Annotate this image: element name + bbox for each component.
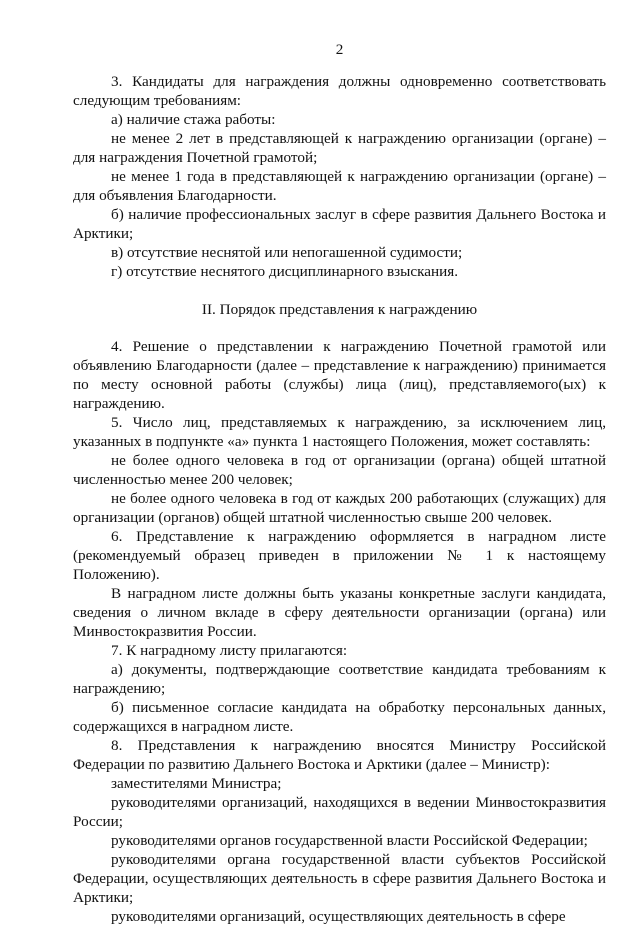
paragraph: б) наличие профессиональных заслуг в сфере развития Дальнего Востока и Арктики;: [73, 206, 606, 242]
paragraph: руководителями организаций, осуществляющих деятельность в сфере: [111, 908, 566, 925]
paragraph: а) документы, подтверждающие соответствие кандидата требованиям к награждению;: [73, 661, 606, 697]
paragraph: 4. Решение о представлении к награждению Почетной грамотой или объявлению Благодарности (далее – представление к награждению) принимается по месту основной работы (службы) лица (лиц), представляемого(ых) к награждению.: [73, 338, 606, 412]
section-procedure: [73, 337, 606, 926]
document-page: [73, 40, 606, 926]
paragraph: не менее 1 года в представляющей к награждению организации (органе) – для объявления Благодарности.: [73, 168, 606, 204]
paragraph: г) отсутствие неснятого дисциплинарного взыскания.: [111, 263, 458, 280]
section-heading: II. Порядок представления к награждению: [201, 301, 478, 318]
paragraph: 7. К наградному листу прилагаются:: [111, 642, 348, 659]
paragraph: б) письменное согласие кандидата на обработку персональных данных, содержащихся в наградном листе.: [73, 699, 606, 735]
paragraph: 8. Представления к награждению вносятся Министру Российской Федерации по развитию Дальнего Востока и Арктики (далее – Министр):: [73, 737, 606, 773]
paragraph: руководителями органов государственной власти Российской Федерации;: [111, 832, 588, 849]
paragraph: 6. Представление к награждению оформляется в наградном листе (рекомендуемый образец приведен в приложении № 1 к настоящему Положению).: [73, 528, 606, 583]
paragraph: 3. Кандидаты для награждения должны одновременно соответствовать следующим требованиям:: [73, 73, 606, 109]
paragraph: руководителями органа государственной власти субъектов Российской Федерации, осуществляющих деятельность в сфере развития Дальнего Востока и Арктики;: [73, 851, 606, 906]
paragraph: а) наличие стажа работы:: [111, 111, 276, 128]
page-number: 2: [335, 41, 344, 58]
paragraph: в) отсутствие неснятой или непогашенной судимости;: [111, 244, 463, 261]
paragraph: не менее 2 лет в представляющей к награждению организации (органе) – для награждения Почетной грамотой;: [73, 130, 606, 166]
section-requirements: [73, 72, 606, 281]
paragraph: не более одного человека в год от каждых 200 работающих (служащих) для организации (органов) общей штатной численностью свыше 200 человек.: [73, 490, 606, 526]
paragraph: 5. Число лиц, представляемых к награждению, за исключением лиц, указанных в подпункте «а» пункта 1 настоящего Положения, может составлять:: [73, 414, 606, 450]
paragraph: В наградном листе должны быть указаны конкретные заслуги кандидата, сведения о личном вкладе в сферу деятельности организации (органа) или Минвостокразвития России.: [73, 585, 606, 640]
paragraph: руководителями организаций, находящихся в ведении Минвостокразвития России;: [73, 794, 606, 830]
paragraph: не более одного человека в год от организации (органа) общей штатной численностью менее 200 человек;: [73, 452, 606, 488]
paragraph: заместителями Министра;: [111, 775, 282, 792]
